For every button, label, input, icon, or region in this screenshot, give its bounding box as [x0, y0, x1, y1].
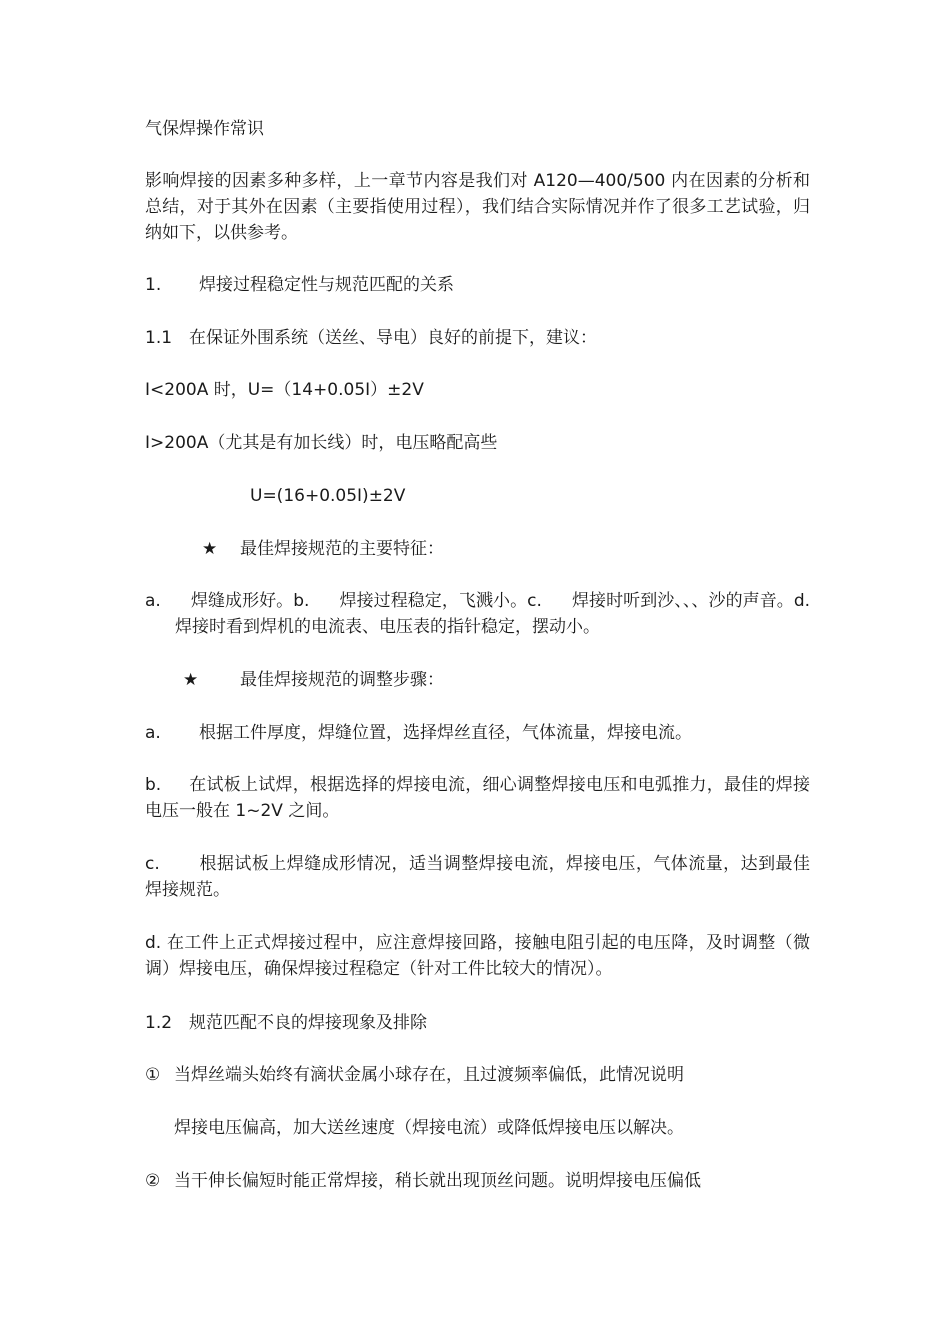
- steps-heading-text: 最佳焊接规范的调整步骤：: [240, 670, 444, 690]
- issue-1-text-1: 当焊丝端头始终有滴状金属小球存在，且过渡频率偏低，此情况说明: [174, 1065, 684, 1085]
- step-c-label: c.: [145, 854, 160, 874]
- section-1-title: 焊接过程稳定性与规范匹配的关系: [199, 275, 454, 295]
- section-1-heading: [145, 272, 454, 298]
- step-a-text: 根据工件厚度，焊缝位置，选择焊丝直径，气体流量，焊接电流。: [199, 723, 692, 743]
- issue-1-line-1: [145, 1062, 684, 1088]
- section-1-1-number: 1.1: [145, 328, 173, 348]
- section-1-2-heading: [145, 1010, 427, 1036]
- feature-c-text: 焊接时听到沙、、、沙的声音。: [571, 591, 794, 611]
- section-1-1-text: 在保证外围系统（送丝、导电）良好的前提下，建议：: [189, 328, 597, 348]
- formula-high-current: U=(16+0.05I)±2V: [250, 486, 406, 506]
- section-1-2-text: 规范匹配不良的焊接现象及排除: [189, 1013, 427, 1033]
- issue-1-line-2: 焊接电压偏高，加大送丝速度（焊接电流）或降低焊接电压以解决。: [174, 1118, 684, 1138]
- section-1-number: 1.: [145, 275, 162, 295]
- step-a-label: a.: [145, 723, 161, 743]
- star-icon: ★: [183, 670, 199, 690]
- issue-2-text-1: 当干伸长偏短时能正常焊接，稍长就出现顶丝问题。说明焊接电压偏低: [174, 1171, 701, 1191]
- formula-high-current-intro: I>200A（尤其是有加长线）时，电压略配高些: [145, 433, 498, 453]
- star-icon: ★: [202, 539, 218, 559]
- step-b-text: 在试板上试焊，根据选择的焊接电流，细心调整焊接电压和电弧推力，最佳的焊接电压一般在 1~2V 之间。: [145, 775, 810, 821]
- feature-d-label: d.: [793, 591, 811, 611]
- circled-two-icon: ②: [145, 1171, 161, 1191]
- features-list: [145, 588, 810, 640]
- steps-heading: [183, 667, 444, 693]
- feature-b-label: b.: [293, 591, 310, 611]
- feature-b-text: 焊接过程稳定，飞溅小。: [339, 591, 528, 611]
- step-c: [145, 851, 810, 903]
- feature-a-label: a.: [145, 591, 161, 611]
- feature-a-text: 焊缝成形好。: [190, 591, 294, 611]
- step-a: [145, 720, 692, 746]
- feature-d-text: 焊接时看到焊机的电流表、电压表的指针稳定，摆动小。: [175, 617, 600, 637]
- section-1-2-number: 1.2: [145, 1013, 173, 1033]
- step-c-text: 根据试板上焊缝成形情况，适当调整焊接电流，焊接电压，气体流量，达到最佳焊接规范。: [145, 854, 810, 900]
- feature-c-label: c.: [527, 591, 542, 611]
- features-heading-text: 最佳焊接规范的主要特征：: [240, 539, 444, 559]
- formula-low-current: I<200A 时，U=（14+0.05I）±2V: [145, 380, 424, 400]
- step-b: [145, 772, 810, 824]
- circled-one-icon: ①: [145, 1065, 161, 1085]
- step-b-label: b.: [145, 775, 162, 795]
- step-d: d. 在工件上正式焊接过程中，应注意焊接回路，接触电阻引起的电压降，及时调整（微调）焊接电压，确保焊接过程稳定（针对工件比较大的情况）。: [145, 933, 810, 979]
- document-title: 气保焊操作常识: [145, 119, 264, 139]
- intro-paragraph: 影响焊接的因素多种多样，上一章节内容是我们对 A120—400/500 内在因素的分析和总结，对于其外在因素（主要指使用过程），我们结合实际情况并作了很多工艺试验，归纳如下，以供参考。: [145, 171, 810, 243]
- features-heading: [202, 536, 444, 562]
- section-1-1-heading: [145, 325, 597, 351]
- issue-2-line-1: [145, 1168, 701, 1194]
